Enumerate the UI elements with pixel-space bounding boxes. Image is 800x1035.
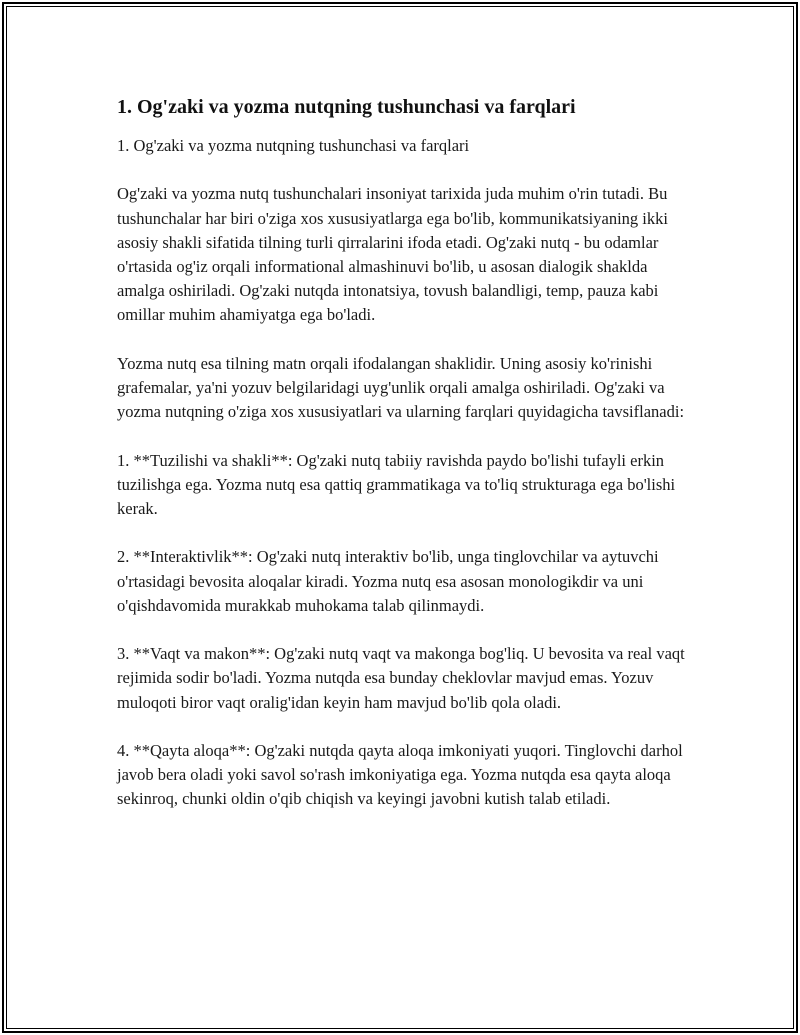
list-item-interactivity: 2. **Interaktivlik**: Og'zaki nutq interaktiv bo'lib, unga tinglovchilar va aytuvchi o'rtasidagi bevosita aloqalar kiradi. Yozma nutq esa asosan monologikdir va uni o'qishdavomida murakkab muhokama talab qilinmaydi.	[117, 547, 659, 615]
list-item-structure: 1. **Tuzilishi va shakli**: Og'zaki nutq tabiiy ravishda paydo bo'lishi tufayli erkin tuzilishga ega. Yozma nutq esa qattiq grammatikaga va to'liq strukturaga ega bo'lishi kerak.	[117, 450, 676, 518]
list-item-time-space: 3. **Vaqt va makon**: Og'zaki nutq vaqt va makonga bog'liq. U bevosita va real vaqt rejimida sodir bo'ladi. Yozma nutqda esa bunday cheklovlar mavjud emas. Yozuv muloqoti biror vaqt oralig'idan keyin ham mavjud bo'lib qola oladi.	[117, 644, 685, 712]
section-subtitle: 1. Og'zaki va yozma nutqning tushunchasi va farqlari	[117, 136, 470, 155]
paragraph-written-speech: Yozma nutq esa tilning matn orqali ifodalangan shaklidir. Uning asosiy ko'rinishi grafemalar, ya'ni yozuv belgilaridagi uyg'unlik orqali amalga oshiriladi. Og'zaki va yozma nutqning o'ziga xos xususiyatlari va ularning farqlari quyidagicha tavsiflanadi:	[117, 353, 685, 422]
document-body	[117, 94, 697, 836]
document-title: 1. Og'zaki va yozma nutqning tushunchasi va farqlari	[117, 96, 576, 118]
list-item-feedback: 4. **Qayta aloqa**: Og'zaki nutqda qayta aloqa imkoniyati yuqori. Tinglovchi darhol javob bera oladi yoki savol so'rash imkoniyatiga ega. Yozma nutqda esa qayta aloqa sekinroq, chunki oldin o'qib chiqish va keyingi javobni kutish talab etiladi.	[117, 740, 683, 809]
paragraph-intro: Og'zaki va yozma nutq tushunchalari insoniyat tarixida juda muhim o'rin tutadi. Bu tushunchalar har biri o'ziga xos xususiyatlarga ega bo'lib, kommunikatsiyaning ikki asosiy shakli sifatida tilning turli qirralarini ifoda etadi. Og'zaki nutq - bu odamlar o'rtasida og'iz orqali informational almashinuvi bo'lib, u asosan dialogik shaklda amalga oshiriladi. Og'zaki nutqda intonatsiya, tovush balandligi, temp, pauza kabi omillar muhim ahamiyatga ega bo'ladi.	[117, 184, 668, 325]
